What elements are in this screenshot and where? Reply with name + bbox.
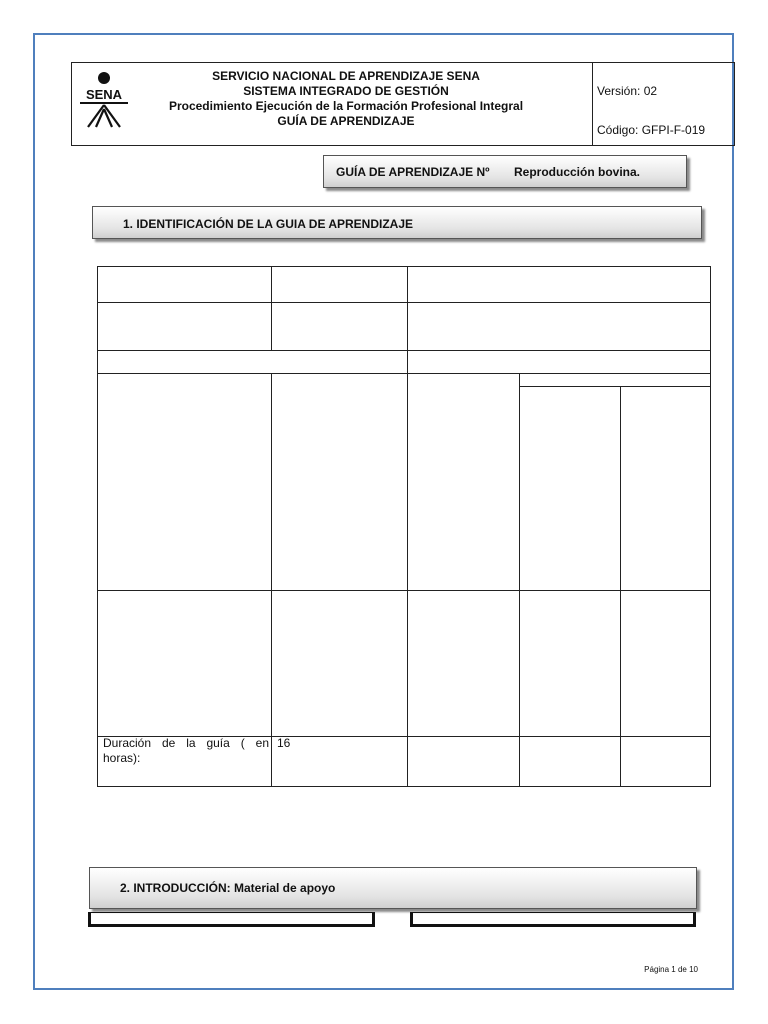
guide-number-label: GUÍA DE APRENDIZAJE Nº: [336, 165, 490, 179]
section1-title: 1. IDENTIFICACIÓN DE LA GUIA DE APRENDIZAJE: [123, 217, 414, 231]
table-row-line: [97, 373, 711, 374]
duration-value: 16: [277, 736, 291, 750]
header-divider: [592, 63, 593, 145]
guide-banner: [323, 155, 687, 188]
table-row-line: [97, 350, 711, 351]
header-line1: SERVICIO NACIONAL DE APRENDIZAJE SENA: [212, 69, 480, 83]
sena-logo-text: SENA: [85, 87, 123, 102]
header-line4: GUÍA DE APRENDIZAJE: [277, 114, 415, 128]
section2-title: 2. INTRODUCCIÓN: Material de apoyo: [120, 881, 336, 895]
table-col-line: [271, 266, 272, 350]
header-line2: SISTEMA INTEGRADO DE GESTIÓN: [243, 84, 449, 98]
table-border-left: [97, 266, 98, 787]
table-row-line: [97, 590, 711, 591]
support-material-box-left: [88, 912, 375, 927]
table-col-line: [519, 373, 520, 787]
table-row-line: [519, 386, 711, 387]
table-col-line: [620, 386, 621, 787]
page-number: Página 1 de 10: [644, 965, 698, 974]
guide-title: Reproducción bovina.: [514, 165, 641, 179]
table-col-line: [271, 373, 272, 787]
document-header: [71, 62, 735, 146]
identification-table: [97, 266, 711, 787]
section2-banner: [89, 867, 697, 909]
section1-banner: [92, 206, 702, 239]
header-line3: Procedimiento Ejecución de la Formación Profesional Integral: [168, 99, 524, 113]
header-titles: [122, 69, 570, 129]
table-border-right: [710, 266, 711, 787]
table-border-bottom: [97, 786, 711, 787]
support-material-box-right: [410, 912, 696, 927]
version-label: Versión: 02: [597, 84, 658, 98]
code-label: Código: GFPI-F-019: [597, 123, 706, 137]
table-border-top: [97, 266, 711, 267]
table-row-line: [97, 302, 711, 303]
duration-label: Duración de la guía ( en horas):: [103, 736, 269, 765]
table-col-line: [407, 266, 408, 787]
